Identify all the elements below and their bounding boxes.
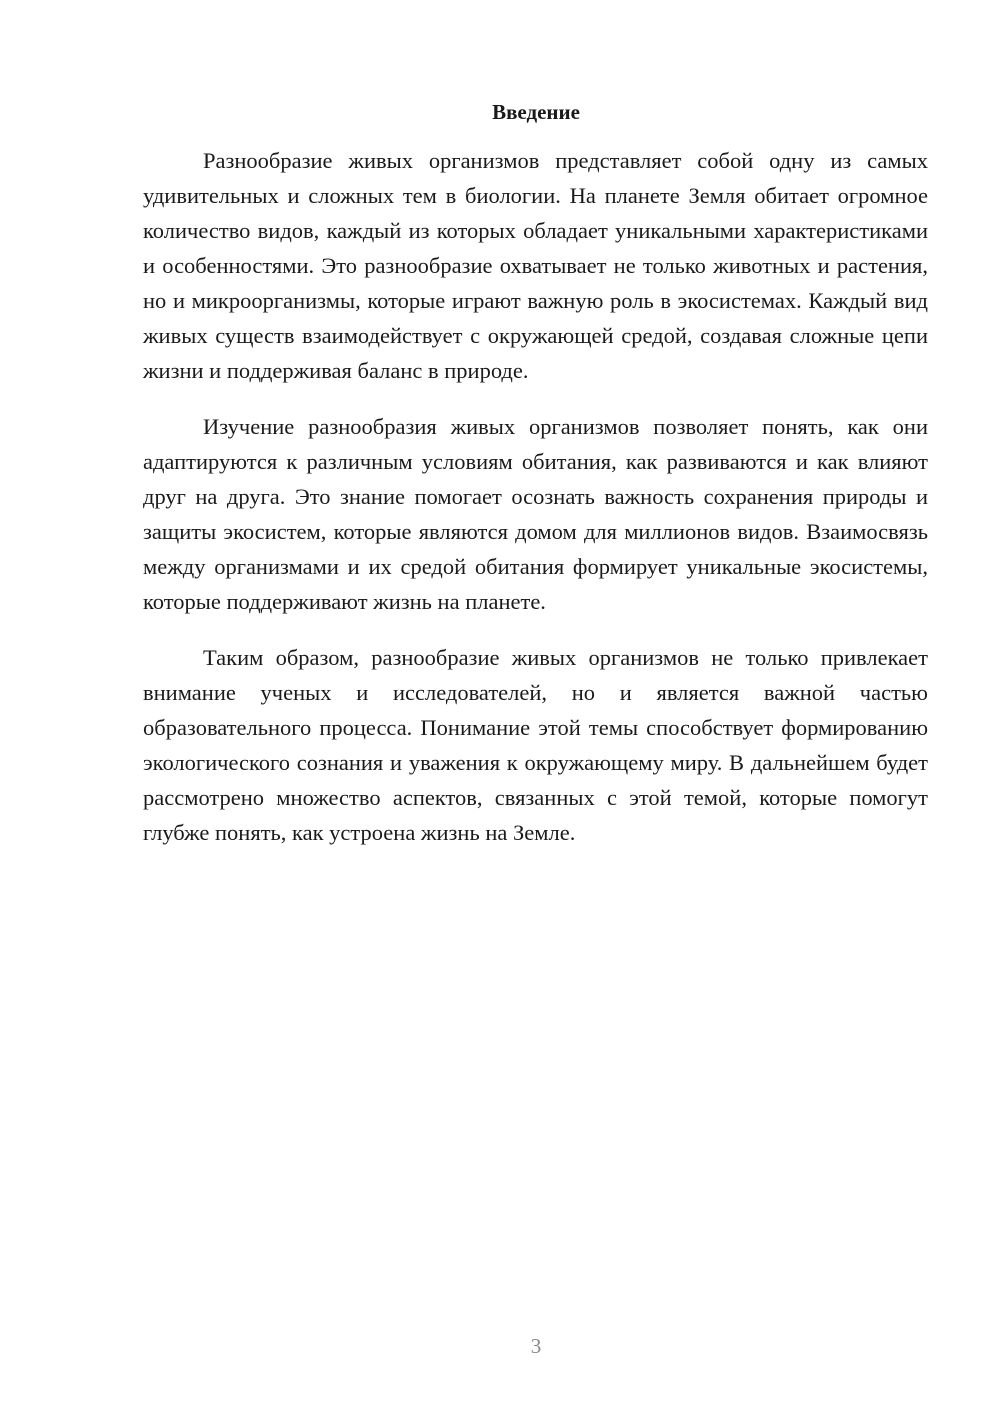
body-text	[143, 143, 928, 871]
paragraph-3: Таким образом, разнообразие живых организмов не только привлекает внимание ученых и исследователей, но и является важной частью образовательного процесса. Понимание этой темы способствует формированию экологического сознания и уважения к окружающему миру. В дальнейшем будет рассмотрено множество аспектов, связанных с этой темой, которые помогут глубже понять, как устроена жизнь на Земле.	[143, 645, 928, 845]
paragraph-1: Разнообразие живых организмов представляет собой одну из самых удивительных и сложных тем в биологии. На планете Земля обитает огромное количество видов, каждый из которых обладает уникальными характеристиками и особенностями. Это разнообразие охватывает не только животных и растения, но и микроорганизмы, которые играют важную роль в экосистемах. Каждый вид живых существ взаимодействует с окружающей средой, создавая сложные цепи жизни и поддерживая баланс в природе.	[143, 148, 928, 383]
page-number: 3	[530, 1334, 542, 1358]
paragraph-2: Изучение разнообразия живых организмов позволяет понять, как они адаптируются к различным условиям обитания, как развиваются и как влияют друг на друга. Это знание помогает осознать важность сохранения природы и защиты экосистем, которые являются домом для миллионов видов. Взаимосвязь между организмами и их средой обитания формирует уникальные экосистемы, которые поддерживают жизнь на планете.	[143, 414, 928, 614]
section-title: Введение	[492, 100, 580, 124]
